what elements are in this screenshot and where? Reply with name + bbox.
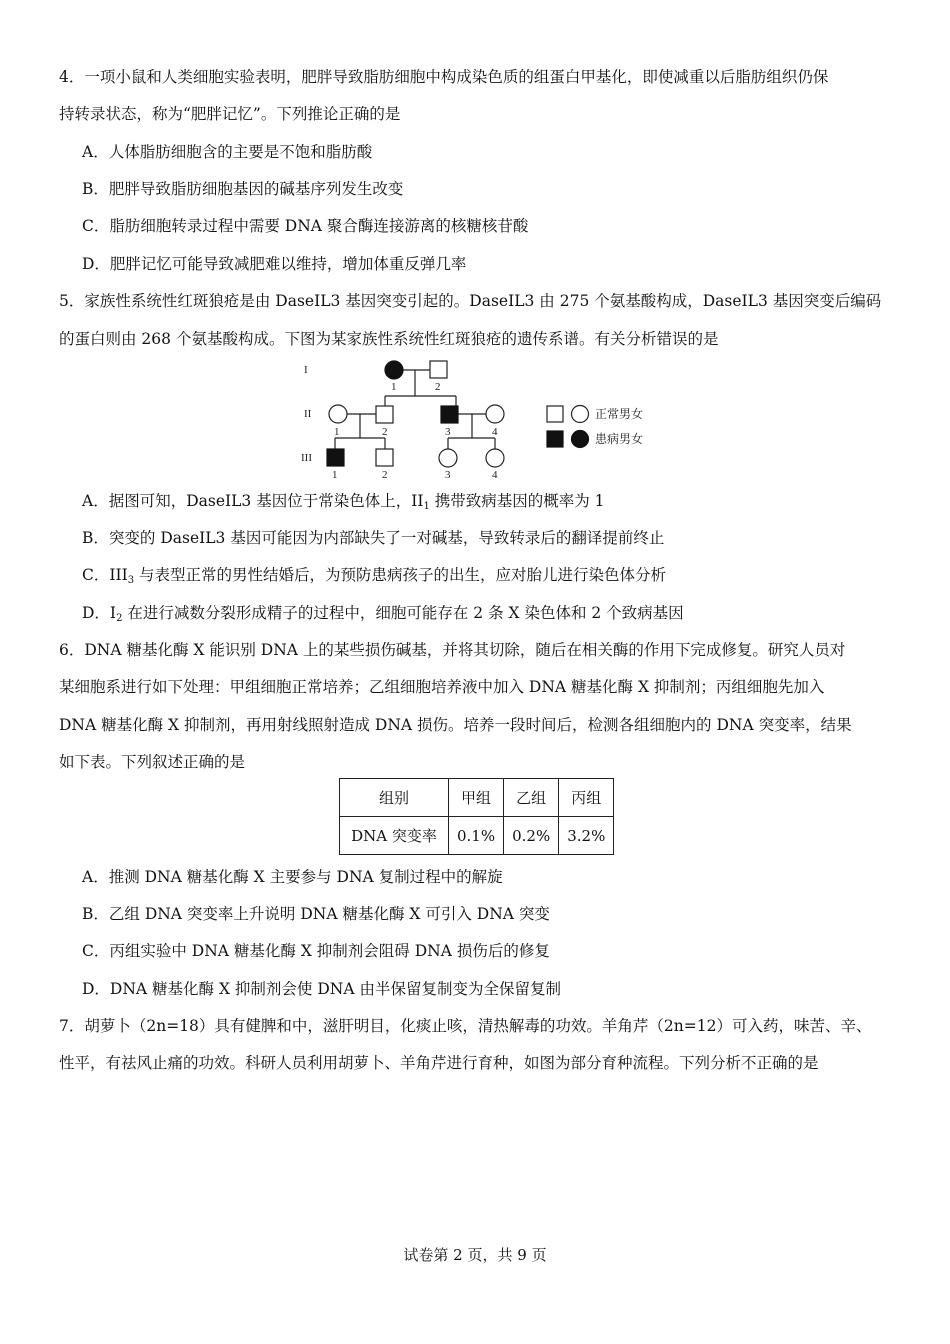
q5-option-a: A．据图可知，DaseIL3 基因位于常染色体上，$II_1$ 携带致病基因的概率为 1 <box>82 492 605 512</box>
table-row <box>340 817 614 855</box>
table-header-cell: 丙组 <box>559 779 614 817</box>
q5-option-c: C．$III_3$ 与表型正常的男性结婚后，为预防患病孩子的出生，应对胎儿进行染色体分析 <box>82 566 667 586</box>
gen-label-1: I <box>304 364 308 376</box>
III4-label: 4 <box>492 469 498 481</box>
III1-affected-male <box>327 449 344 466</box>
q6-stem-line-3: DNA 糖基化酶 X 抑制剂，再用射线照射造成 DNA 损伤。培养一段时间后，检测各组细胞内的 DNA 突变率，结果 <box>59 716 852 734</box>
II1-label: 1 <box>334 426 340 438</box>
table-cell: 3.2% <box>559 817 614 855</box>
table-cell: 0.2% <box>504 817 559 855</box>
q6-option-d: D．DNA 糖基化酶 X 抑制剂会使 DNA 由半保留复制变为全保留复制 <box>82 980 561 998</box>
q4-stem-line-1: 4．一项小鼠和人类细胞实验表明，肥胖导致脂肪细胞中构成染色质的组蛋白甲基化，即使减重以后脂肪组织仍保 <box>59 68 829 86</box>
legend-affected-female <box>572 431 589 448</box>
table-header-cell: 组别 <box>340 779 449 817</box>
q5-stem-line-2: 的蛋白则由 268 个氨基酸构成。下图为某家族性系统性红斑狼疮的遗传系谱。有关分析错误的是 <box>59 330 719 348</box>
q4-stem-line-2: 持转录状态，称为“肥胖记忆”。下列推论正确的是 <box>59 105 401 123</box>
III2-label: 2 <box>382 469 388 481</box>
q6-stem-line-4: 如下表。下列叙述正确的是 <box>59 753 246 771</box>
II2-normal-male <box>376 406 393 423</box>
III1-label: 1 <box>332 469 338 481</box>
II3-label: 3 <box>445 426 451 438</box>
legend-normal-male <box>547 406 563 422</box>
q4-option-d: D．肥胖记忆可能导致减肥难以维持，增加体重反弹几率 <box>82 255 467 273</box>
gen-label-2: II <box>304 408 312 420</box>
legend-normal-label: 正常男女 <box>595 407 644 421</box>
q4-option-a: A．人体脂肪细胞含的主要是不饱和脂肪酸 <box>82 143 373 161</box>
q5-option-b: B．突变的 DaseIL3 基因可能因为内部缺失了一对碱基，导致转录后的翻译提前终止 <box>82 529 665 547</box>
q6-option-c: C．丙组实验中 DNA 糖基化酶 X 抑制剂会阻碍 DNA 损伤后的修复 <box>82 942 550 960</box>
q5-option-d: D．$I_2$ 在进行减数分裂形成精子的过程中，细胞可能存在 2 条 X 染色体和 2 个致病基因 <box>82 604 684 624</box>
III3-normal-female <box>439 449 457 467</box>
q7-stem-line-2: 性平，有祛风止痛的功效。科研人员利用胡萝卜、羊角芹进行育种，如图为部分育种流程。下列分析不正确的是 <box>59 1054 819 1072</box>
II3-affected-male <box>441 406 458 423</box>
I2-label: 2 <box>435 381 441 393</box>
I1-affected-female <box>385 361 403 379</box>
II4-normal-female <box>486 405 504 423</box>
II1-normal-female <box>329 405 347 423</box>
q4-option-b: B．肥胖导致脂肪细胞基因的碱基序列发生改变 <box>82 180 404 198</box>
q6-stem-line-1: 6．DNA 糖基化酶 X 能识别 DNA 上的某些损伤碱基，并将其切除，随后在相关酶的作用下完成修复。研究人员对 <box>59 641 846 659</box>
legend-affected-male <box>547 431 563 447</box>
q6-stem-line-2: 某细胞系进行如下处理：甲组细胞正常培养；乙组细胞培养液中加入 DNA 糖基化酶 X 抑制剂；丙组细胞先加入 <box>59 678 825 696</box>
q5-stem-line-1: 5．家族性系统性红斑狼疮是由 DaseIL3 基因突变引起的。DaseIL3 由 275 个氨基酸构成，DaseIL3 基因突变后编码 <box>59 292 882 310</box>
mutation-rate-table <box>339 778 614 855</box>
gen-label-3: III <box>301 452 312 464</box>
III2-normal-male <box>376 449 393 466</box>
table-cell: DNA 突变率 <box>340 817 449 855</box>
q4-option-c: C．脂肪细胞转录过程中需要 DNA 聚合酶连接游离的核糖核苷酸 <box>82 217 529 235</box>
III4-normal-female <box>486 449 504 467</box>
pedigree-chart <box>290 352 670 482</box>
legend-affected-label: 患病男女 <box>595 432 644 446</box>
I2-normal-male <box>430 361 447 378</box>
q6-option-b: B．乙组 DNA 突变率上升说明 DNA 糖基化酶 X 可引入 DNA 突变 <box>82 905 550 923</box>
page-footer: 试卷第 2 页，共 9 页 <box>403 1246 547 1264</box>
q6-option-a: A．推测 DNA 糖基化酶 X 主要参与 DNA 复制过程中的解旋 <box>82 868 503 886</box>
table-header-cell: 甲组 <box>449 779 504 817</box>
q7-stem-line-1: 7．胡萝卜（2n=18）具有健脾和中，滋肝明目，化痰止咳，清热解毒的功效。羊角芹（2n=12）可入药，味苦、辛、 <box>59 1017 872 1035</box>
table-header-row <box>340 779 614 817</box>
III3-label: 3 <box>445 469 451 481</box>
II4-label: 4 <box>492 426 498 438</box>
II2-label: 2 <box>382 426 388 438</box>
table-header-cell: 乙组 <box>504 779 559 817</box>
I1-label: 1 <box>391 381 397 393</box>
table-cell: 0.1% <box>449 817 504 855</box>
legend-normal-female <box>572 406 589 423</box>
